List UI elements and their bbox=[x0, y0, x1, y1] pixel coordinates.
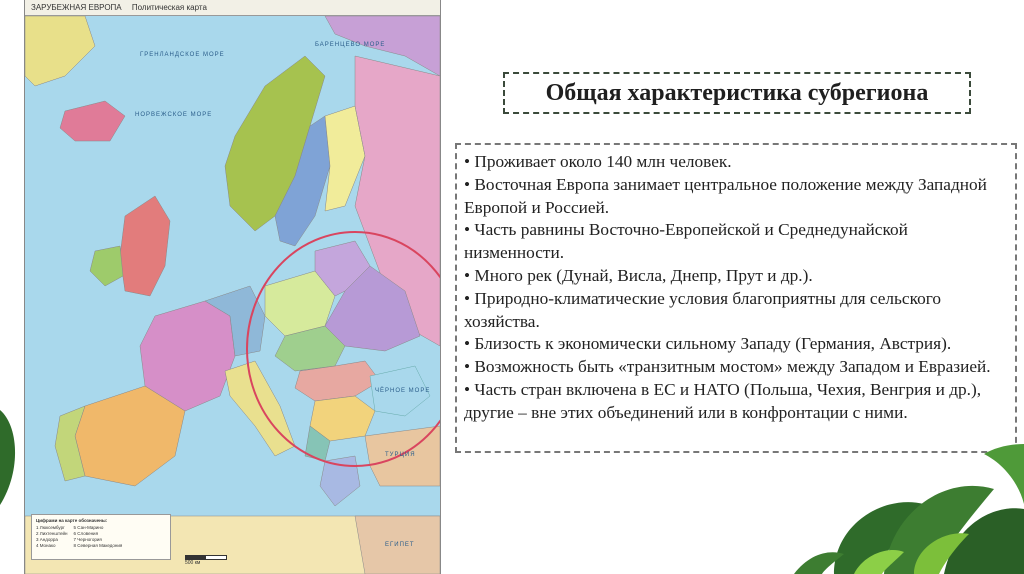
scale-label: 500 км bbox=[185, 560, 201, 566]
label-barents-sea: БАРЕНЦЕВО МОРЕ bbox=[315, 42, 386, 48]
list-item: • Близость к экономически сильному Западу (Германия, Австрия). bbox=[464, 334, 952, 354]
list-item: • Часть равнины Восточно-Европейской и Среднедунайской низменности. bbox=[464, 220, 908, 263]
label-greenland-sea: ГРЕНЛАНДСКОЕ МОРЕ bbox=[140, 52, 225, 58]
legend-item: 3 Андорра bbox=[36, 537, 58, 542]
greenland-region bbox=[25, 16, 95, 86]
map-header-title: ЗАРУБЕЖНАЯ ЕВРОПА bbox=[31, 3, 122, 12]
characteristics-list bbox=[464, 151, 1009, 425]
label-black-sea: ЧЁРНОЕ МОРЕ bbox=[375, 388, 431, 394]
title-box bbox=[503, 72, 971, 114]
map-header bbox=[25, 0, 440, 16]
page-title: Общая характеристика субрегиона bbox=[545, 79, 929, 106]
list-item: • Проживает около 140 млн человек. bbox=[464, 152, 732, 171]
legend-column-2 bbox=[74, 525, 123, 549]
legend-item: 8 Северная Македония bbox=[73, 543, 123, 548]
map-header-subtitle: Политическая карта bbox=[131, 3, 207, 12]
legend-title: Цифрами на карте обозначены: bbox=[36, 518, 108, 523]
map-scale bbox=[185, 555, 227, 566]
map-graphic bbox=[25, 16, 440, 574]
legend-item: 7 Черногория bbox=[73, 537, 102, 542]
legend-item: 5 Сан-Марино bbox=[73, 525, 104, 530]
map-legend bbox=[31, 514, 171, 560]
legend-item: 6 Словения bbox=[73, 531, 99, 536]
list-item: • Возможность быть «транзитным мостом» между Западом и Евразией. bbox=[464, 357, 991, 377]
list-item: • Природно-климатические условия благоприятны для сельского хозяйства. bbox=[464, 288, 942, 331]
characteristics-box bbox=[455, 143, 1017, 453]
italy-region bbox=[225, 361, 295, 456]
uk-region bbox=[120, 196, 170, 296]
iceland-region bbox=[60, 101, 125, 141]
list-item: • Много рек (Дунай, Висла, Днепр, Прут и др.). bbox=[464, 265, 813, 285]
left-leaf-icon bbox=[0, 400, 24, 510]
list-item: • Часть стран включена в ЕС и НАТО (Польша, Чехия, Венгрия и др.), другие – вне этих объединений или в конфронтации с ними. bbox=[464, 379, 982, 422]
legend-item: 4 Монако bbox=[36, 543, 56, 548]
legend-column-1 bbox=[36, 525, 68, 549]
ireland-region bbox=[90, 246, 123, 286]
spain-region bbox=[75, 386, 185, 486]
leaves-decoration-icon bbox=[794, 434, 1024, 574]
legend-item: 2 Лихтенштейн bbox=[36, 531, 68, 536]
label-norwegian-sea: НОРВЕЖСКОЕ МОРЕ bbox=[135, 112, 213, 118]
label-turkey: ТУРЦИЯ bbox=[385, 452, 416, 458]
greece-region bbox=[320, 456, 360, 506]
legend-item: 1 Люксембург bbox=[36, 525, 65, 530]
europe-political-map bbox=[24, 0, 441, 574]
list-item: • Восточная Европа занимает центральное положение между Западной Европой и Россией. bbox=[464, 174, 987, 217]
label-egypt: ЕГИПЕТ bbox=[385, 542, 415, 548]
